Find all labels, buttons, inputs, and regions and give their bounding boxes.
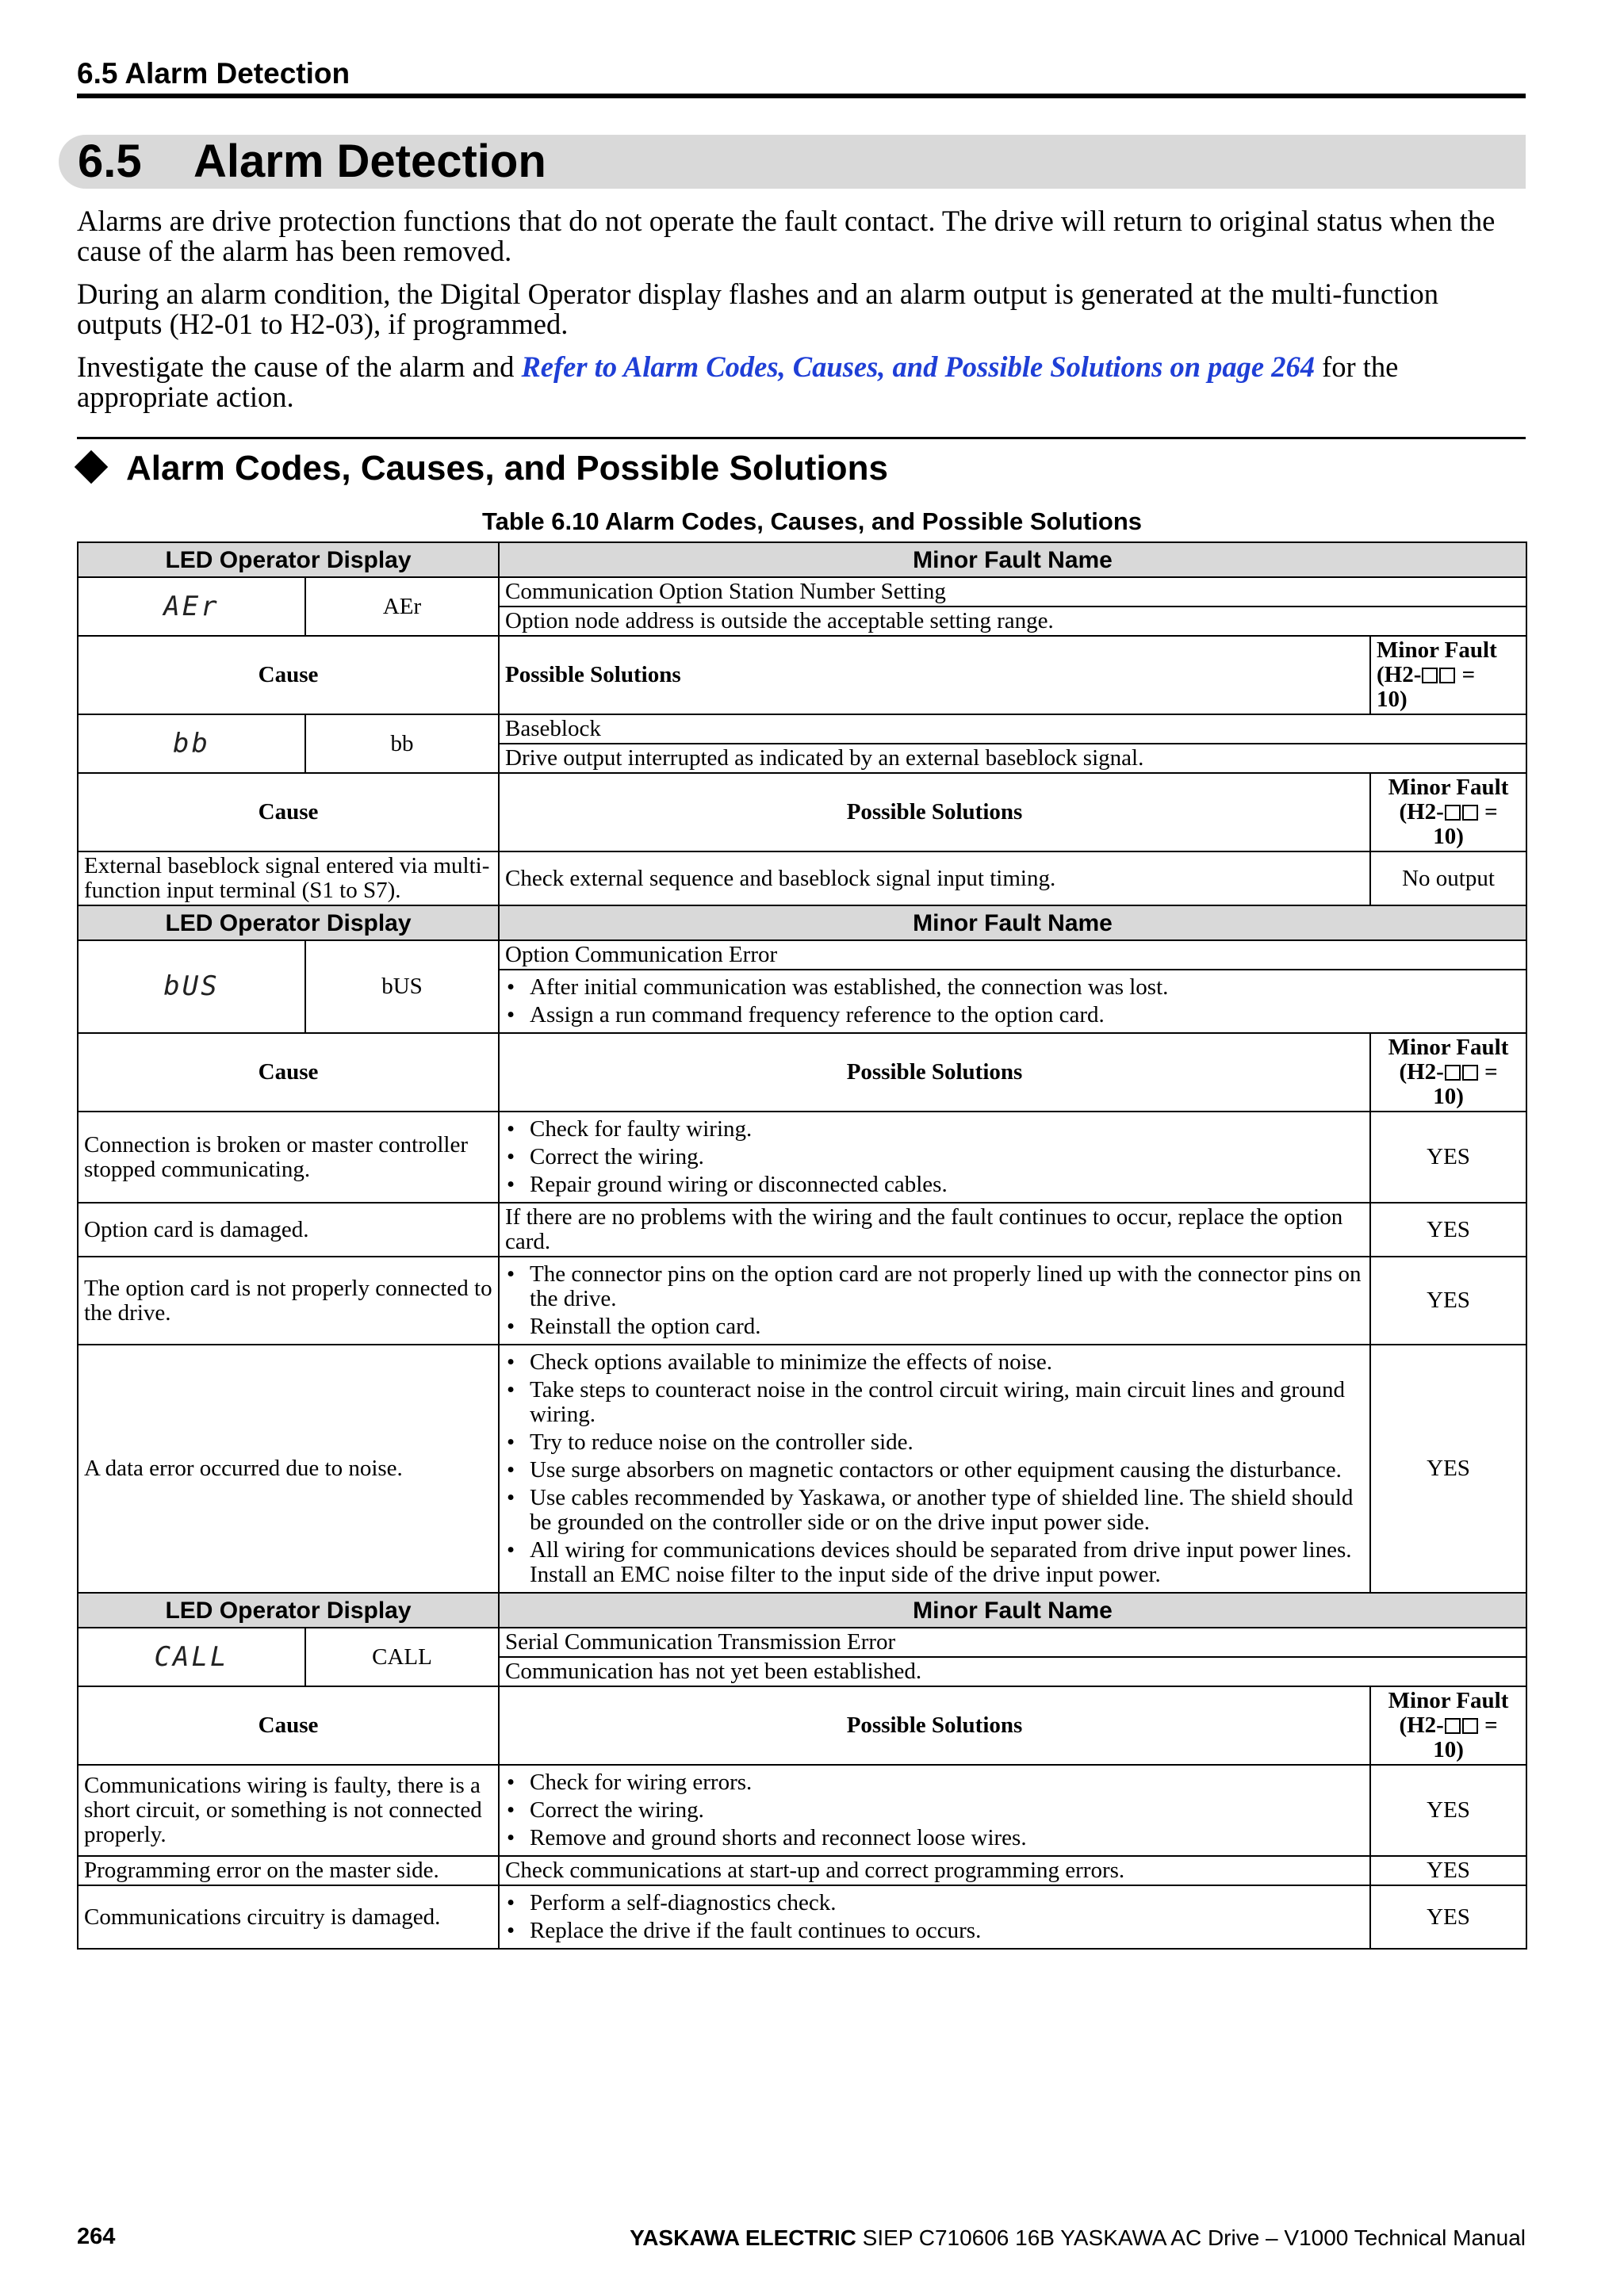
minor-fault-header-prefix: (H2- (1377, 662, 1422, 687)
cause-header-row (78, 636, 1526, 714)
led-segment-display: bUS (78, 940, 305, 1033)
table-row (78, 1257, 1526, 1345)
placeholder-box-icon (1439, 668, 1455, 683)
list-item: • Correct the wiring. (505, 1145, 1364, 1169)
solution-cell (499, 1112, 1370, 1203)
cause-cell: Connection is broken or master controller stopped communicating. (78, 1112, 499, 1203)
list-item: • Replace the drive if the fault continues to occurs. (505, 1919, 1364, 1943)
table-row (78, 1203, 1526, 1257)
bullet-list (505, 1770, 1364, 1850)
solution-cell (499, 1885, 1370, 1949)
table-row (78, 1112, 1526, 1203)
solution-cell (499, 1345, 1370, 1593)
cause-cell: A data error occurred due to noise. (78, 1345, 499, 1593)
placeholder-box-icon (1462, 1718, 1478, 1734)
section-title: Alarm Detection (193, 136, 546, 187)
alarm-name-row (78, 1628, 1526, 1657)
intro-paragraph-3 (77, 352, 1528, 412)
table-row (78, 1856, 1526, 1885)
alarm-code: CALL (305, 1628, 499, 1686)
minor-fault-header-prefix: (H2- (1399, 799, 1444, 825)
possible-solutions-header: Possible Solutions (499, 1033, 1370, 1112)
alarm-name: Serial Communication Transmission Error (499, 1628, 1526, 1657)
minor-fault-column-header (1370, 1686, 1526, 1765)
list-item: • Perform a self-diagnostics check. (505, 1891, 1364, 1915)
placeholder-box-icon (1445, 805, 1461, 821)
cause-cell: External baseblock signal entered via multi-function input terminal (S1 to S7). (78, 851, 499, 905)
alarm-description: Option node address is outside the acceptable setting range. (499, 607, 1526, 636)
list-item: • Try to reduce noise on the controller side. (505, 1430, 1364, 1455)
alarm-table-body (78, 542, 1526, 1949)
footer-document-title (630, 2225, 1526, 2251)
alarm-code: bUS (305, 940, 499, 1033)
table-caption: Table 6.10 Alarm Codes, Causes, and Possible Solutions (481, 507, 1143, 535)
minor-fault-header-prefix: (H2- (1399, 1059, 1444, 1085)
list-item: • Assign a run command frequency reference to the option card. (505, 1003, 1520, 1027)
paragraph-3-tail: for the appropriate action. (77, 350, 1399, 413)
minor-fault-name-header: Minor Fault Name (499, 905, 1526, 940)
solution-cell: Check external sequence and baseblock signal input timing. (499, 851, 1370, 905)
list-item: • Reinstall the option card. (505, 1314, 1364, 1339)
footer-brand: YASKAWA ELECTRIC (630, 2225, 856, 2250)
bullet-list (505, 975, 1520, 1027)
alarm-name: Baseblock (499, 714, 1526, 744)
list-item: • Use surge absorbers on magnetic contactors or other equipment causing the disturbance. (505, 1458, 1364, 1483)
subsection-title: Alarm Codes, Causes, and Possible Solutions (126, 449, 888, 488)
running-head: 6.5 Alarm Detection (77, 57, 350, 90)
list-item: • The connector pins on the option card are not properly lined up with the connector pins on the drive. (505, 1262, 1364, 1311)
header-rule (77, 94, 1526, 98)
alarm-description (499, 970, 1526, 1033)
placeholder-box-icon (1445, 1718, 1461, 1734)
led-segment-display: AEr (78, 577, 305, 636)
minor-fault-column-header (1370, 636, 1526, 714)
led-segment-display: CALL (78, 1628, 305, 1686)
solution-cell: If there are no problems with the wiring and the fault continues to occur, replace the option card. (499, 1203, 1370, 1257)
minor-fault-cell: No output (1370, 851, 1526, 905)
alarm-description: Communication has not yet been established. (499, 1657, 1526, 1686)
cause-header-row (78, 1033, 1526, 1112)
list-item: • Check for wiring errors. (505, 1770, 1364, 1795)
led-header-row (78, 1593, 1526, 1628)
alarm-name-row (78, 577, 1526, 607)
alarm-code: AEr (305, 577, 499, 636)
list-item: • Check options available to minimize the effects of noise. (505, 1350, 1364, 1375)
cause-header: Cause (78, 773, 499, 851)
placeholder-box-icon (1462, 805, 1478, 821)
list-item: • Remove and ground shorts and reconnect loose wires. (505, 1826, 1364, 1850)
minor-fault-cell: YES (1370, 1765, 1526, 1856)
led-display-header: LED Operator Display (78, 542, 499, 577)
alarm-name: Option Communication Error (499, 940, 1526, 970)
section-banner (59, 135, 1526, 189)
table-row (78, 1345, 1526, 1593)
bullet-list (505, 1262, 1364, 1339)
intro-paragraph-1: Alarms are drive protection functions that do not operate the fault contact. The drive will return to original status when the cause of the alarm has been removed. (77, 205, 1496, 267)
possible-solutions-header: Possible Solutions (499, 773, 1370, 851)
cause-header-row (78, 1686, 1526, 1765)
alarm-table (77, 541, 1527, 1950)
alarm-name-row (78, 940, 1526, 970)
minor-fault-header-suffix: = (1478, 1059, 1498, 1085)
minor-fault-header-line3: 10) (1433, 824, 1464, 849)
minor-fault-header-line3: 10) (1377, 687, 1408, 712)
minor-fault-header-line1: Minor Fault (1377, 637, 1497, 663)
cause-header: Cause (78, 636, 499, 714)
minor-fault-column-header (1370, 1033, 1526, 1112)
table-row (78, 1765, 1526, 1856)
cause-cell: Option card is damaged. (78, 1203, 499, 1257)
list-item: • Check for faulty wiring. (505, 1117, 1364, 1142)
led-segment-display: bb (78, 714, 305, 773)
led-display-header: LED Operator Display (78, 905, 499, 940)
subsection-rule (77, 437, 1526, 439)
list-item: • Take steps to counteract noise in the control circuit wiring, main circuit lines and ground wiring. (505, 1378, 1364, 1427)
intro-paragraph-2: During an alarm condition, the Digital Operator display flashes and an alarm output is generated at the multi-function outputs (H2-01 to H2-03), if programmed. (77, 277, 1439, 340)
led-header-row (78, 905, 1526, 940)
minor-fault-header-suffix: = (1478, 799, 1498, 825)
minor-fault-header-line3: 10) (1433, 1084, 1464, 1109)
list-item: • After initial communication was established, the connection was lost. (505, 975, 1520, 1000)
diamond-bullet-icon (75, 450, 108, 484)
cause-header: Cause (78, 1033, 499, 1112)
minor-fault-header-suffix: = (1456, 662, 1476, 687)
led-display-header: LED Operator Display (78, 1593, 499, 1628)
alarm-name-row (78, 714, 1526, 744)
alarm-code: bb (305, 714, 499, 773)
cause-cell: The option card is not properly connected to the drive. (78, 1257, 499, 1345)
placeholder-box-icon (1462, 1065, 1478, 1081)
possible-solutions-header: Possible Solutions (499, 636, 1370, 714)
cause-header-row (78, 773, 1526, 851)
table-row (78, 851, 1526, 905)
minor-fault-header-line1: Minor Fault (1388, 775, 1509, 800)
minor-fault-cell: YES (1370, 1885, 1526, 1949)
minor-fault-cell: YES (1370, 1257, 1526, 1345)
list-item: • All wiring for communications devices should be separated from drive input power lines. Install an EMC noise filter to the input side of the drive input power. (505, 1538, 1364, 1587)
cause-header: Cause (78, 1686, 499, 1765)
solution-cell: Check communications at start-up and correct programming errors. (499, 1856, 1370, 1885)
possible-solutions-header: Possible Solutions (499, 1686, 1370, 1765)
minor-fault-cell: YES (1370, 1345, 1526, 1593)
placeholder-box-icon (1422, 668, 1438, 683)
list-item: • Repair ground wiring or disconnected cables. (505, 1173, 1364, 1197)
table-row (78, 1885, 1526, 1949)
alarm-name: Communication Option Station Number Setting (499, 577, 1526, 607)
minor-fault-name-header: Minor Fault Name (499, 542, 1526, 577)
placeholder-box-icon (1445, 1065, 1461, 1081)
list-item: • Use cables recommended by Yaskawa, or another type of shielded line. The shield should be grounded on the controller side or on the drive input power side. (505, 1486, 1364, 1535)
minor-fault-name-header: Minor Fault Name (499, 1593, 1526, 1628)
paragraph-3-lead: Investigate the cause of the alarm and (77, 350, 522, 383)
alarm-description: Drive output interrupted as indicated by an external baseblock signal. (499, 744, 1526, 773)
bullet-list (505, 1117, 1364, 1197)
minor-fault-header-line1: Minor Fault (1388, 1035, 1509, 1060)
minor-fault-column-header (1370, 773, 1526, 851)
bullet-list (505, 1891, 1364, 1943)
cause-cell: Communications wiring is faulty, there is a short circuit, or something is not connected properly. (78, 1765, 499, 1856)
minor-fault-cell: YES (1370, 1112, 1526, 1203)
cause-cell: Communications circuitry is damaged. (78, 1885, 499, 1949)
minor-fault-header-prefix: (H2- (1399, 1712, 1444, 1738)
footer-doc: SIEP C710606 16B YASKAWA AC Drive – V1000 Technical Manual (856, 2225, 1526, 2250)
section-number: 6.5 (78, 136, 142, 187)
minor-fault-header-suffix: = (1478, 1712, 1498, 1738)
solution-cell (499, 1765, 1370, 1856)
bullet-list (505, 1350, 1364, 1587)
cause-cell: Programming error on the master side. (78, 1856, 499, 1885)
minor-fault-header-line1: Minor Fault (1388, 1688, 1509, 1713)
minor-fault-cell: YES (1370, 1856, 1526, 1885)
minor-fault-header-line3: 10) (1433, 1737, 1464, 1762)
cross-reference-link[interactable]: Refer to Alarm Codes, Causes, and Possible Solutions on page 264 (521, 350, 1315, 383)
led-header-row (78, 542, 1526, 577)
page-number: 264 (77, 2224, 116, 2249)
minor-fault-cell: YES (1370, 1203, 1526, 1257)
list-item: • Correct the wiring. (505, 1798, 1364, 1823)
solution-cell (499, 1257, 1370, 1345)
